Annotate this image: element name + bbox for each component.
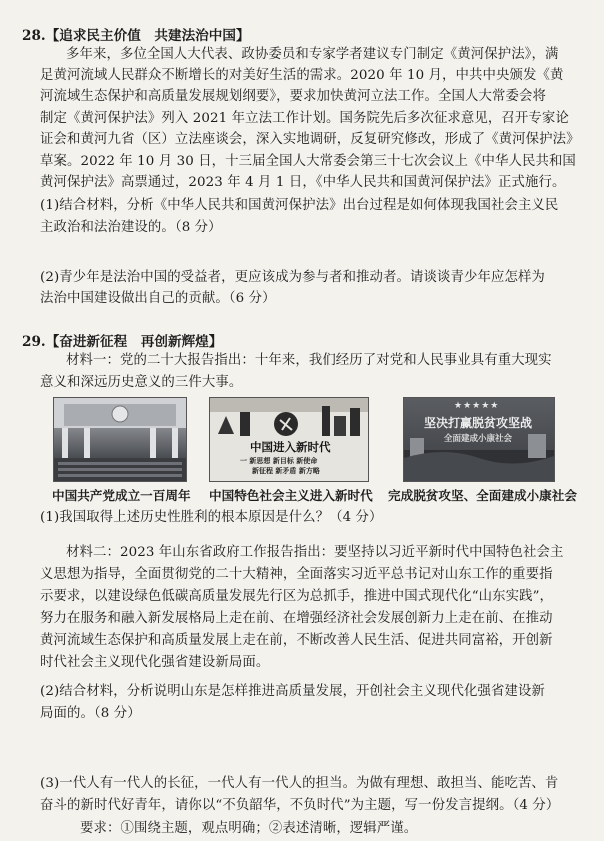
q29-question-1: (1)我国取得上述历史性胜利的根本原因是什么？（4 分） [40, 510, 383, 525]
q29-material-2-line: 黄河流域生态保护和高质量发展上走在前，不断改善人民生活、促进共同富裕，开创新 [40, 633, 553, 648]
q29-material-1-line: 材料一：党的二十大报告指出：十年来，我们经历了对党和人民事业具有重大现实 [66, 353, 552, 368]
q29-requirement: 要求：①围绕主题，观点明确；②表述清晰，逻辑严谨。 [80, 821, 418, 836]
poverty-subtext: 全面建成小康社会 [444, 434, 513, 444]
q29-material-2-line: 义思想为指导，全面贯彻党的二十大精神，全面落实习近平总书记对山东工作的重要指 [40, 567, 553, 582]
photo-new-era [209, 397, 369, 482]
q28-question-2-cont: 法治中国建设做出自己的贡献。（6 分） [40, 291, 276, 306]
caption-party-centenary: 中国共产党成立一百周年 [52, 488, 191, 503]
q29-question-3: (3)一代人有一代人的长征，一代人有一代人的担当。为做有理想、敢担当、能吃苦、肯 [40, 776, 559, 791]
q28-question-1: (1)结合材料，分析《中华人民共和国黄河保护法》出台过程是如何体现我国社会主义民 [40, 198, 559, 213]
q28-question-1-cont: 主政治和法治建设的。（8 分） [40, 220, 222, 235]
q29-question-2-cont: 局面的。（8 分） [40, 706, 141, 721]
question-29-header [22, 330, 222, 350]
q28-material-line: 多年来，多位全国人大代表、政协委员和专家学者建议专门制定《黄河保护法》，满 [66, 47, 559, 62]
question-28-number: 28. [22, 28, 46, 44]
new-era-subtext-2: 新征程 新矛盾 新方略 [252, 467, 320, 475]
question-28-title: 【追求民主价值 共建法治中国】 [45, 28, 250, 44]
q29-material-2-line: 示要求，以建设绿色低碳高质量发展先行区为总抓手，推进中国式现代化“山东实践”， [40, 589, 554, 604]
poverty-stars: ★★★★★ [454, 401, 500, 411]
q29-material-2-line: 材料二：2023 年山东省政府工作报告指出：要坚持以习近平新时代中国特色社会主 [66, 545, 564, 560]
q28-material-line: 河流域生态保护和高质量发展规划纲要》，要求加快黄河立法工作。全国人大常委会将 [40, 89, 546, 104]
q29-material-2-line: 时代社会主义现代化强省建设新局面。 [40, 655, 270, 670]
new-era-subtext-1: 一 新思想 新目标 新使命 [240, 457, 318, 465]
q29-material-1-line: 意义和深远历史意义的三件大事。 [40, 375, 243, 390]
caption-new-era: 中国特色社会主义进入新时代 [209, 488, 373, 503]
q28-material-line: 足黄河流域人民群众不断增长的对美好生活的需求。2020 年 10 月，中共中央颁发《黄 [40, 68, 564, 83]
photo-party-centenary [53, 397, 187, 482]
caption-poverty-alleviation: 完成脱贫攻坚、全面建成小康社会 [388, 488, 577, 503]
new-era-banner-text: 中国进入新时代 [250, 440, 331, 454]
q29-material-2-line: 努力在服务和融入新发展格局上走在前、在增强经济社会发展创新力上走在前、在推动 [40, 611, 553, 626]
q29-question-3-cont: 奋斗的新时代好青年，请你以“不负韶华，不负时代”为主题，写一份发言提纲。（4 分） [40, 798, 560, 813]
party-centenary-scene-icon [54, 398, 186, 481]
poverty-banner-text: 坚决打赢脱贫攻坚战 [424, 416, 533, 430]
question-29-number: 29. [22, 334, 46, 350]
photo-poverty-alleviation [403, 397, 555, 482]
q29-question-2: (2)结合材料，分析说明山东是怎样推进高质量发展，开创社会主义现代化强省建设新 [40, 684, 545, 699]
q28-material-line: 黄河保护法》高票通过，2023 年 4 月 1 日，《中华人民共和国黄河保护法》正式施行。 [40, 175, 566, 190]
q28-material-line: 草案。2022 年 10 月 30 日，十三届全国人大常委会第三十七次会议上《中华人民共和国 [40, 154, 576, 169]
q28-material-line: 证会和黄河九省（区）立法座谈会，深入实地调研，反复研究修改，形成了《黄河保护法》 [40, 132, 580, 147]
question-29-title: 【奋进新征程 再创新辉煌】 [45, 334, 223, 350]
q28-question-2: (2)青少年是法治中国的受益者，更应该成为参与者和推动者。请谈谈青少年应怎样为 [40, 270, 545, 285]
q28-material-line: 制定《黄河保护法》列入 2021 年立法工作计划。国务院先后多次征求意见，召开专家论 [40, 111, 569, 126]
question-28-header [22, 24, 250, 44]
